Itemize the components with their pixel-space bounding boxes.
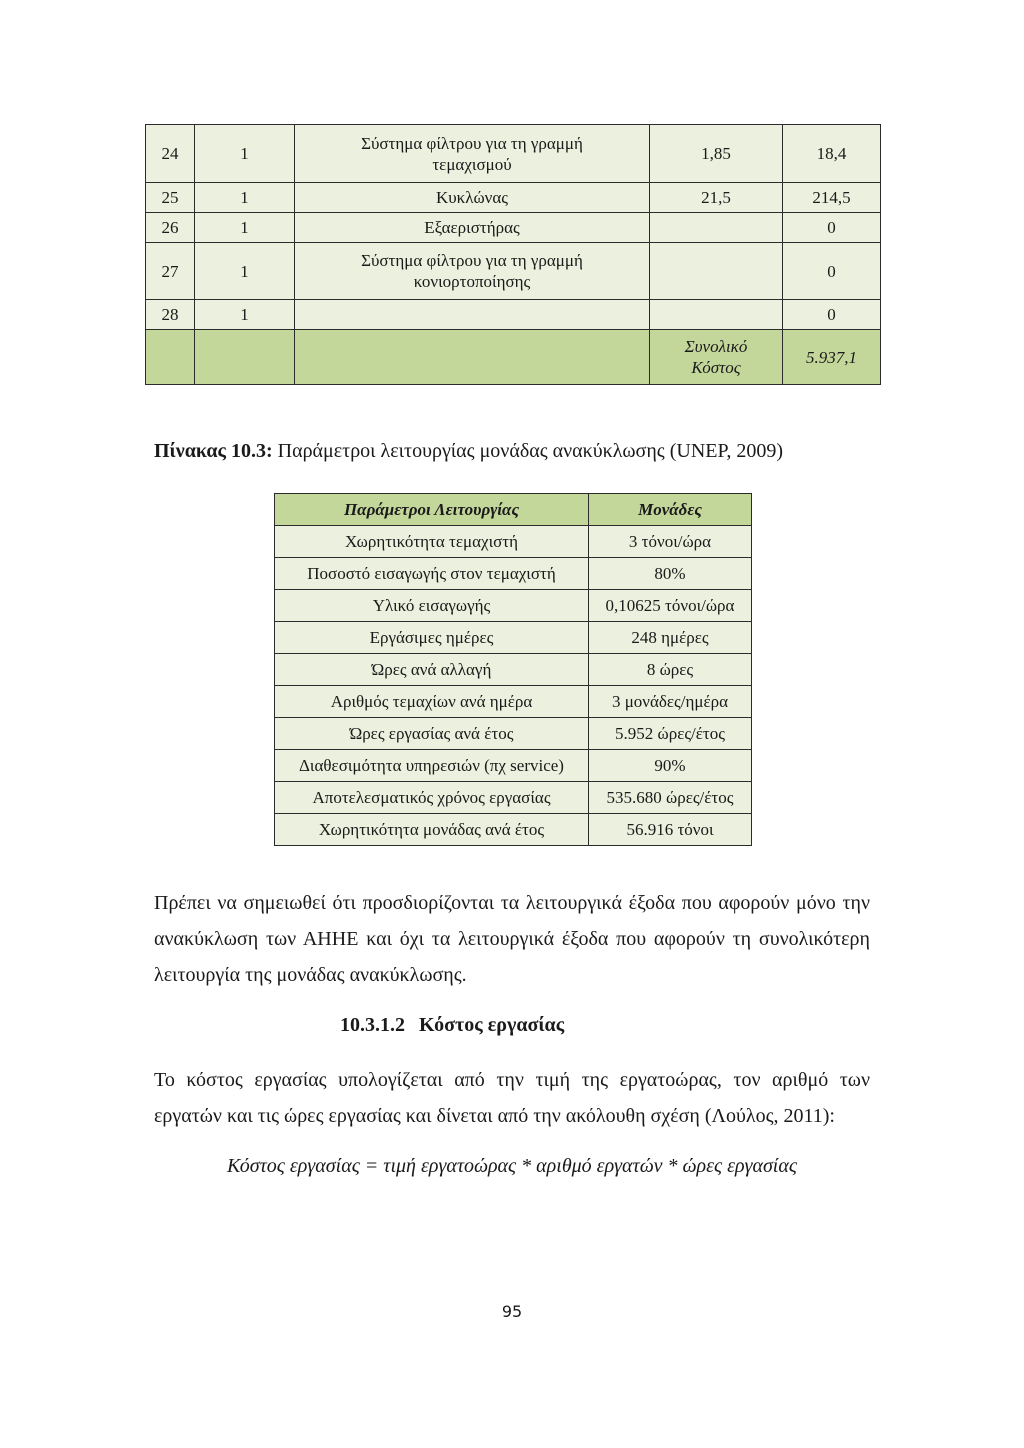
body-paragraph: Το κόστος εργασίας υπολογίζεται από την τιμή της εργατοώρας, τον αριθμό των εργατών και τις ώρες εργασίας και δίνεται από την ακόλουθη σχέση (Λούλος, 2011): (154, 1069, 870, 1127)
table-row (146, 213, 881, 243)
row-total: 214,5 (783, 183, 881, 213)
row-number: 27 (146, 243, 195, 300)
table-row (275, 718, 752, 750)
row-quantity: 1 (195, 125, 295, 183)
parameter-value: 5.952 ώρες/έτος (589, 718, 752, 750)
parameter-name: Χωρητικότητα τεμαχιστή (275, 526, 589, 558)
table-row (275, 686, 752, 718)
row-item: Σύστημα φίλτρου για τη γραμμή κονιορτοποίησης (295, 243, 650, 300)
parameter-name: Ώρες εργασίας ανά έτος (275, 718, 589, 750)
row-number: 26 (146, 213, 195, 243)
row-item: Σύστημα φίλτρου για τη γραμμή τεμαχισμού (295, 125, 650, 183)
table-row (275, 814, 752, 846)
column-header-units: Μονάδες (589, 494, 752, 526)
parameter-name: Διαθεσιμότητα υπηρεσιών (πχ service) (275, 750, 589, 782)
row-total: 0 (783, 213, 881, 243)
row-total: 0 (783, 300, 881, 330)
parameter-name: Ποσοστό εισαγωγής στον τεμαχιστή (275, 558, 589, 590)
parameter-value: 248 ημέρες (589, 622, 752, 654)
parameter-name: Χωρητικότητα μονάδας ανά έτος (275, 814, 589, 846)
table-row (275, 622, 752, 654)
row-quantity: 1 (195, 300, 295, 330)
row-unit-cost (650, 213, 783, 243)
parameter-value: 3 τόνοι/ώρα (589, 526, 752, 558)
table-row (146, 243, 881, 300)
total-label: Συνολικό Κόστος (650, 330, 783, 385)
parameter-value: 56.916 τόνοι (589, 814, 752, 846)
parameter-name: Αριθμός τεμαχίων ανά ημέρα (275, 686, 589, 718)
section-heading (340, 1014, 564, 1037)
table-row (275, 558, 752, 590)
row-item (295, 300, 650, 330)
empty-cell (295, 330, 650, 385)
row-unit-cost (650, 300, 783, 330)
table-row (275, 750, 752, 782)
row-quantity: 1 (195, 183, 295, 213)
row-total: 0 (783, 243, 881, 300)
row-number: 28 (146, 300, 195, 330)
header-row (275, 494, 752, 526)
cost-table (145, 124, 881, 385)
section-title: Κόστος εργασίας (419, 1014, 565, 1036)
caption-text: Παράμετροι λειτουργίας μονάδας ανακύκλωσης (UNEP, 2009) (272, 440, 784, 462)
parameters-table (274, 493, 752, 846)
row-unit-cost: 21,5 (650, 183, 783, 213)
row-total: 18,4 (783, 125, 881, 183)
parameter-name: Υλικό εισαγωγής (275, 590, 589, 622)
parameter-name: Αποτελεσματικός χρόνος εργασίας (275, 782, 589, 814)
empty-cell (195, 330, 295, 385)
table-row (275, 654, 752, 686)
total-value: 5.937,1 (783, 330, 881, 385)
row-item: Εξαεριστήρας (295, 213, 650, 243)
formula: Κόστος εργασίας = τιμή εργατοώρας * αριθμό εργατών * ώρες εργασίας (227, 1155, 797, 1177)
column-header-parameter: Παράμετροι Λειτουργίας (275, 494, 589, 526)
table-row (146, 125, 881, 183)
row-quantity: 1 (195, 213, 295, 243)
total-row (146, 330, 881, 385)
parameter-value: 80% (589, 558, 752, 590)
table-row (146, 183, 881, 213)
table-row (275, 782, 752, 814)
row-item: Κυκλώνας (295, 183, 650, 213)
body-paragraph: Πρέπει να σημειωθεί ότι προσδιορίζονται τα λειτουργικά έξοδα που αφορούν μόνο την ανακύκλωση των ΑΗΗΕ και όχι τα λειτουργικά έξοδα που αφορούν τη συνολικότερη λειτουργία της μονάδας ανακύκλωσης. (154, 892, 870, 986)
row-unit-cost: 1,85 (650, 125, 783, 183)
caption-label: Πίνακας 10.3: (154, 440, 273, 462)
empty-cell (146, 330, 195, 385)
parameter-name: Εργάσιμες ημέρες (275, 622, 589, 654)
parameter-value: 535.680 ώρες/έτος (589, 782, 752, 814)
table-row (275, 526, 752, 558)
row-unit-cost (650, 243, 783, 300)
table-row (275, 590, 752, 622)
row-number: 25 (146, 183, 195, 213)
table-caption (154, 440, 783, 463)
parameter-value: 90% (589, 750, 752, 782)
parameter-value: 8 ώρες (589, 654, 752, 686)
table-row (146, 300, 881, 330)
parameter-value: 3 μονάδες/ημέρα (589, 686, 752, 718)
parameter-name: Ώρες ανά αλλαγή (275, 654, 589, 686)
section-number: 10.3.1.2 (340, 1014, 405, 1036)
page-number: 95 (501, 1302, 523, 1321)
row-quantity: 1 (195, 243, 295, 300)
parameter-value: 0,10625 τόνοι/ώρα (589, 590, 752, 622)
row-number: 24 (146, 125, 195, 183)
